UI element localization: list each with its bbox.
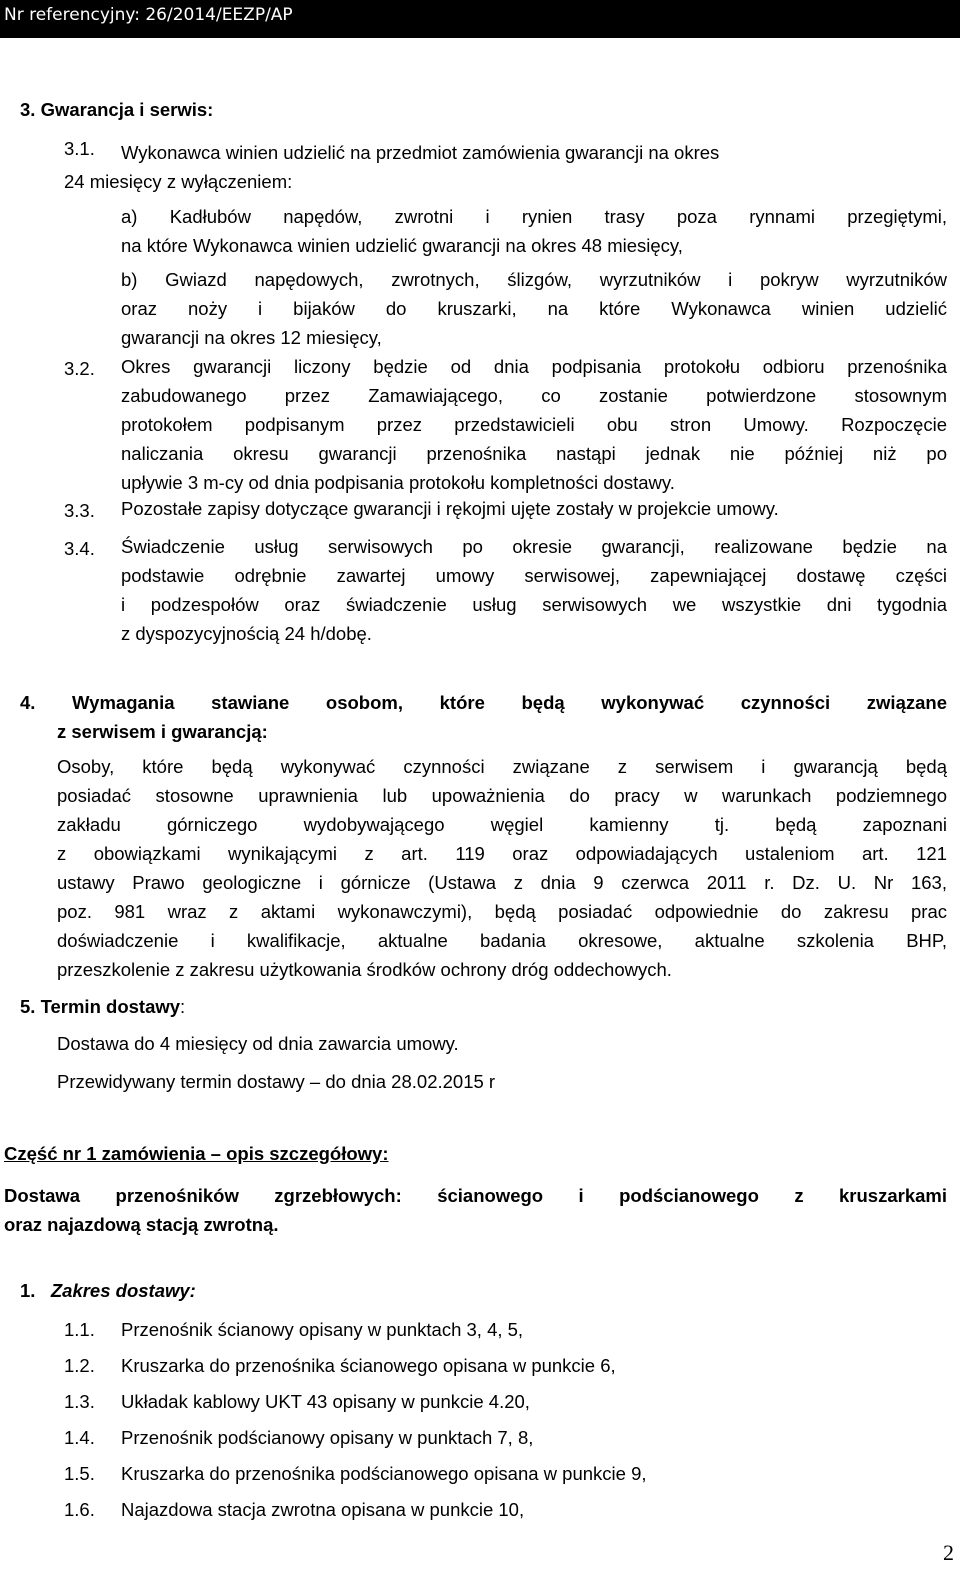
section-3-title: 3. Gwarancja i serwis: [20, 99, 214, 120]
section-4-title [20, 688, 947, 746]
text-line: a) Kadłubów napędów, zwrotni i rynien trasy poza rynnami przegiętymi, [121, 206, 947, 227]
part-1-heading: Część nr 1 zamówienia – opis szczegółowy: [4, 1143, 389, 1164]
text-line: oraz najazdową stacją zwrotną. [4, 1214, 279, 1235]
scope-item-number: 1.4. [64, 1427, 95, 1448]
text-line: oraz noży i bijaków do kruszarki, na które Wykonawca winien udzielić [121, 298, 947, 319]
item-3-3-text: Pozostałe zapisy dotyczące gwarancji i rękojmi ujęte zostały w projekcie umowy. [121, 498, 779, 519]
scope-item-text: Kruszarka do przenośnika ścianowego opisana w punkcie 6, [121, 1355, 616, 1376]
scope-item-number: 1.5. [64, 1463, 95, 1484]
part-1-subtitle [4, 1181, 947, 1239]
scope-item-text: Najazdowa stacja zwrotna opisana w punkcie 10, [121, 1499, 525, 1520]
text-line: posiadać stosowne uprawnienia lub upoważnienia do pracy w warunkach podziemnego [57, 785, 947, 806]
item-3-4-number: 3.4. [64, 538, 95, 559]
text-line: b) Gwiazd napędowych, zwrotnych, ślizgów, wyrzutników i pokryw wyrzutników [121, 269, 947, 290]
item-3-1-text [121, 138, 861, 167]
text-line: z obowiązkami wynikającymi z art. 119 oraz odpowiadających ustaleniom art. 121 [57, 843, 947, 864]
section-5-title-colon: : [180, 996, 186, 1017]
text-line: z dyspozycyjnością 24 h/dobę. [121, 623, 372, 644]
scope-title [20, 1280, 196, 1302]
document-reference-header: Nr referencyjny: 26/2014/EEZP/AP [0, 0, 960, 38]
text-line: poz. 981 wraz z aktami wykonawczymi), będą posiadać odpowiednie do zakresu prac [57, 901, 947, 922]
item-3-3-number: 3.3. [64, 500, 95, 521]
item-3-1-b [121, 265, 947, 352]
text-line: 4. Wymagania stawiane osobom, które będą wykonywać czynności związane [20, 692, 947, 713]
scope-title-text: Zakres dostawy: [50, 1280, 196, 1301]
text-line: przeszkolenie z zakresu użytkowania środków ochrony dróg oddechowych. [57, 959, 672, 980]
section-5-title [20, 996, 185, 1018]
scope-item-number: 1.2. [64, 1355, 95, 1376]
item-3-2-text [121, 352, 947, 497]
text-line: Dostawa przenośników zgrzebłowych: ścianowego i podścianowego z kruszarkami [4, 1185, 947, 1206]
scope-title-number: 1. [20, 1280, 36, 1301]
text-line: Świadczenie usług serwisowych po okresie gwarancji, realizowane będzie na [121, 536, 947, 557]
scope-item-number: 1.6. [64, 1499, 95, 1520]
text-line: 24 miesięcy z wyłączeniem: [64, 171, 293, 192]
text-line: protokołem podpisanym przez przedstawicieli obu stron Umowy. Rozpoczęcie [121, 414, 947, 435]
text-line: ustawy Prawo geologiczne i górnicze (Ustawa z dnia 9 czerwca 2011 r. Dz. U. Nr 163, [57, 872, 947, 893]
text-line: Wykonawca winien udzielić na przedmiot zamówienia gwarancji na okres [121, 142, 720, 163]
text-line: upływie 3 m-cy od dnia podpisania protokołu kompletności dostawy. [121, 472, 675, 493]
text-line: i podzespołów oraz świadczenie usług serwisowych we wszystkie dni tygodnia [121, 594, 947, 615]
scope-item-text: Przenośnik ścianowy opisany w punktach 3, 4, 5, [121, 1319, 524, 1340]
delivery-deadline-line: Przewidywany termin dostawy – do dnia 28.02.2015 r [57, 1071, 496, 1092]
item-3-1-a [121, 202, 947, 260]
delivery-term-line: Dostawa do 4 miesięcy od dnia zawarcia umowy. [57, 1033, 459, 1054]
section-5-title-text: 5. Termin dostawy [20, 996, 181, 1017]
text-line: zakładu górniczego wydobywającego węgiel kamienny tj. będą zapoznani [57, 814, 947, 835]
item-3-2-number: 3.2. [64, 358, 95, 379]
scope-item-text: Przenośnik podścianowy opisany w punktach 7, 8, [121, 1427, 534, 1448]
scope-item-text: Kruszarka do przenośnika podścianowego opisana w punkcie 9, [121, 1463, 647, 1484]
item-3-1-number: 3.1. [64, 138, 95, 159]
text-line: podstawie odrębnie zawartej umowy serwisowej, zapewniającej dostawę części [121, 565, 947, 586]
item-3-4-text [121, 532, 947, 648]
text-line: zabudowanego przez Zamawiającego, co zostanie potwierdzone stosownym [121, 385, 947, 406]
text-line: gwarancji na okres 12 miesięcy, [121, 327, 382, 348]
scope-item-text: Układak kablowy UKT 43 opisany w punkcie 4.20, [121, 1391, 530, 1412]
text-line: Okres gwarancji liczony będzie od dnia podpisania protokołu odbioru przenośnika [121, 356, 947, 377]
text-line: z serwisem i gwarancją: [57, 721, 268, 742]
scope-item-number: 1.3. [64, 1391, 95, 1412]
scope-item-number: 1.1. [64, 1319, 95, 1340]
page-number: 2 [943, 1540, 954, 1565]
section-4-body [57, 752, 947, 984]
text-line: Osoby, które będą wykonywać czynności związane z serwisem i gwarancją będą [57, 756, 947, 777]
text-line: na które Wykonawca winien udzielić gwarancji na okres 48 miesięcy, [121, 235, 683, 256]
text-line: naliczania okresu gwarancji przenośnika nastąpi jednak nie później niż po [121, 443, 947, 464]
text-line: doświadczenie i kwalifikacje, aktualne badania okresowe, aktualne szkolenia BHP, [57, 930, 947, 951]
